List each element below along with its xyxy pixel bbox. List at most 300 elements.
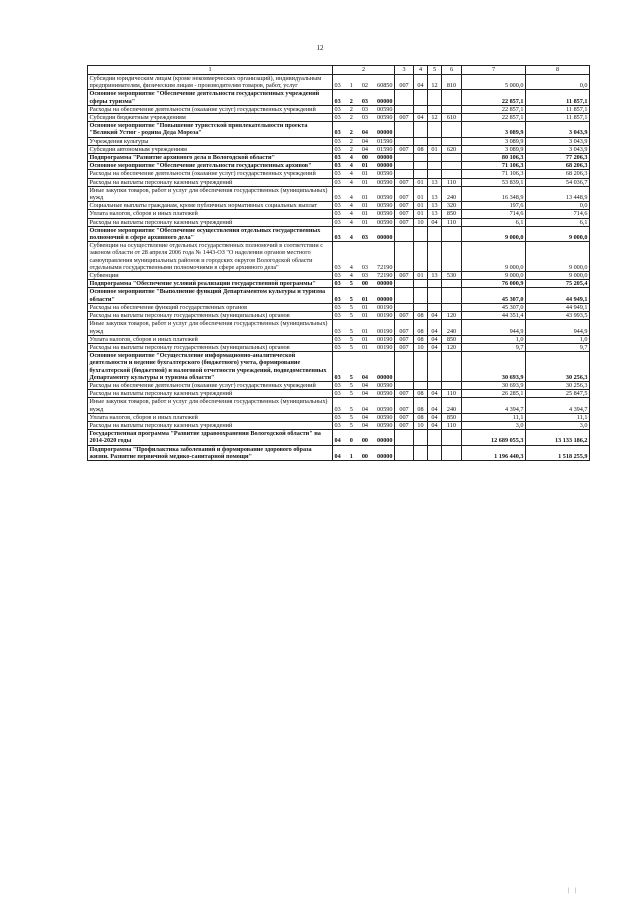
code-part: 4 [349,218,353,226]
amount-col8-cell: 11 857,1 [526,105,590,113]
target-article-code-cell [333,210,395,218]
table-row [88,75,590,90]
expense-type-cell [442,137,462,145]
grbs-cell: 007 [395,178,414,186]
amount-col7-cell: 45 307,0 [462,288,526,303]
amount-col8-cell: 3,0 [526,421,590,429]
code-part: 03 [334,373,341,381]
amount-col7-cell: 9,7 [462,343,526,351]
amount-col7-cell: 3 089,9 [462,122,526,137]
code-part: 1 [349,452,353,460]
table-row [88,162,590,170]
table-row [88,390,590,398]
code-part: 01 [361,178,368,186]
table-row [88,218,590,226]
grbs-cell: 007 [395,343,414,351]
amount-col7-cell: 6,1 [462,218,526,226]
expense-name-cell: Основное мероприятие "Осуществление информационно-аналитической деятельности и ведение бухгалтерского (бюджетного) учета, формирование бухгалтерской (бюджетной) и налоговой отчетности учреждений, подведомственных Департаменту культуры и туризма области" [88,352,333,382]
amount-col8-cell: 75 205,4 [526,280,590,288]
table-row [88,145,590,153]
target-article-code-cell [333,288,395,303]
expense-type-cell: 320 [442,202,462,210]
amount-col7-cell: 4 394,7 [462,398,526,413]
code-part: 00000 [377,162,393,170]
grbs-cell: 007 [395,335,414,343]
code-parts [335,114,393,121]
expense-type-cell [442,226,462,241]
code-part: 0 [349,437,353,445]
subsection-cell [428,162,442,170]
grbs-cell [395,137,414,145]
grbs-cell: 007 [395,398,414,413]
amount-col8-cell: 30 256,3 [526,352,590,382]
target-article-code-cell [333,335,395,343]
amount-col7-cell: 9 000,0 [462,272,526,280]
target-article-code-cell [333,170,395,178]
code-part: 00590 [377,114,393,122]
section-cell [414,430,428,445]
amount-col8-cell: 9 000,0 [526,242,590,272]
expense-type-cell: 110 [442,218,462,226]
subsection-cell: 13 [428,178,442,186]
subsection-cell [428,154,442,162]
target-article-code-cell [333,430,395,445]
code-part: 00000 [377,295,393,303]
code-part: 03 [334,145,341,153]
expense-type-cell: 620 [442,145,462,153]
code-part: 4 [349,162,353,170]
subsection-cell [428,381,442,389]
expense-name-cell: Расходы на обеспечение деятельности (оказание услуг) государственных учреждений [88,170,333,178]
subsection-cell [428,122,442,137]
code-parts [335,272,393,279]
section-cell: 10 [414,421,428,429]
code-parts [335,296,393,303]
table-row [88,122,590,137]
code-part: 04 [361,373,368,381]
expense-name-cell: Основное мероприятие "Повышение туристской привлекательности проекта "Великий Устюг - родина Деда Мороза" [88,122,333,137]
header-cell: 8 [526,66,590,75]
amount-col7-cell: 22 857,1 [462,90,526,105]
code-part: 5 [349,327,353,335]
code-part: 03 [334,194,341,202]
section-cell: 08 [414,335,428,343]
code-part: 03 [334,343,341,351]
section-cell [414,288,428,303]
expense-name-cell: Субсидии юридическим лицам (кроме некоммерческих организаций), индивидуальным предпринимателям, физическим лицам - производителям товаров, работ, услуг [88,75,333,90]
code-part: 00590 [377,105,393,113]
target-article-code-cell [333,75,395,90]
table-row [88,90,590,105]
section-cell: 01 [414,202,428,210]
amount-col8-cell: 44 949,1 [526,288,590,303]
target-article-code-cell [333,242,395,272]
code-part: 00 [361,280,368,288]
code-part: 01 [361,327,368,335]
code-part: 4 [349,178,353,186]
table-row [88,114,590,122]
subsection-cell: 04 [428,398,442,413]
expense-type-cell [442,105,462,113]
expense-name-cell: Расходы на обеспечение деятельности (оказание услуг) государственных учреждений [88,381,333,389]
subsection-cell: 13 [428,202,442,210]
section-cell [414,154,428,162]
code-part: 00190 [377,303,393,311]
code-part: 03 [334,234,341,242]
code-part: 03 [334,210,341,218]
expense-name-cell: Основное мероприятие "Обеспечение деятельности государственных учреждений сферы туризма" [88,90,333,105]
expense-type-cell: 110 [442,390,462,398]
subsection-cell: 04 [428,343,442,351]
expense-type-cell [442,122,462,137]
code-parts [335,264,393,271]
table-row [88,398,590,413]
code-part: 02 [361,82,368,90]
table-row [88,288,590,303]
subsection-cell [428,137,442,145]
code-part: 00590 [377,218,393,226]
code-part: 01 [361,335,368,343]
expense-type-cell: 120 [442,312,462,320]
section-cell: 08 [414,413,428,421]
amount-col7-cell: 5 000,0 [462,75,526,90]
code-part: 03 [334,327,341,335]
code-part: 04 [361,381,368,389]
target-article-code-cell [333,202,395,210]
amount-col8-cell: 11 857,1 [526,114,590,122]
amount-col8-cell: 1 518 255,9 [526,445,590,460]
amount-col8-cell: 3 043,9 [526,145,590,153]
code-part: 03 [361,272,368,280]
expense-name-cell: Социальные выплаты гражданам, кроме публичных нормативных социальных выплат [88,202,333,210]
code-part: 03 [334,390,341,398]
code-part: 72190 [377,272,393,280]
code-part: 00000 [377,154,393,162]
code-part: 04 [361,413,368,421]
code-part: 03 [334,263,341,271]
page-number: 12 [316,44,324,52]
expense-name-cell: Основное мероприятие "Обеспечение деятельности государственных архивов" [88,162,333,170]
table-row [88,320,590,335]
code-part: 03 [334,97,341,105]
code-part: 03 [334,405,341,413]
table-row [88,272,590,280]
table-row [88,335,590,343]
code-part: 00190 [377,312,393,320]
code-part: 4 [349,263,353,271]
target-article-code-cell [333,413,395,421]
code-part: 5 [349,335,353,343]
amount-col8-cell: 6,1 [526,218,590,226]
code-parts [335,280,393,287]
code-part: 01590 [377,145,393,153]
amount-col7-cell: 1 196 440,3 [462,445,526,460]
code-part: 2 [349,114,353,122]
code-part: 03 [361,263,368,271]
grbs-cell [395,303,414,311]
amount-col7-cell: 3 089,9 [462,137,526,145]
table-row [88,137,590,145]
code-part: 03 [334,381,341,389]
target-article-code-cell [333,114,395,122]
section-cell: 08 [414,145,428,153]
target-article-code-cell [333,105,395,113]
section-cell: 08 [414,390,428,398]
amount-col8-cell: 13 448,9 [526,186,590,201]
amount-col8-cell: 9,7 [526,343,590,351]
table-row [88,202,590,210]
code-part: 03 [361,105,368,113]
target-article-code-cell [333,352,395,382]
code-part: 00000 [377,452,393,460]
expense-type-cell [442,430,462,445]
code-parts [335,304,393,311]
amount-col8-cell: 25 847,5 [526,390,590,398]
table-row [88,105,590,113]
code-part: 5 [349,373,353,381]
grbs-cell [395,170,414,178]
code-part: 03 [334,413,341,421]
subsection-cell: 12 [428,75,442,90]
code-part: 4 [349,154,353,162]
table-row [88,445,590,460]
target-article-code-cell [333,90,395,105]
subsection-cell [428,445,442,460]
code-part: 03 [361,97,368,105]
code-part: 03 [334,154,341,162]
amount-col8-cell: 3 043,9 [526,122,590,137]
amount-col7-cell: 197,6 [462,202,526,210]
subsection-cell [428,280,442,288]
expense-name-cell: Субсидии бюджетным учреждениям [88,114,333,122]
code-parts [335,202,393,209]
expense-name-cell: Уплата налогов, сборов и иных платежей [88,413,333,421]
table-row [88,381,590,389]
section-cell [414,90,428,105]
header-cell: 1 [88,66,333,75]
code-part: 5 [349,390,353,398]
code-part: 01 [361,303,368,311]
expense-name-cell: Уплата налогов, сборов и иных платежей [88,210,333,218]
amount-col8-cell: 30 256,3 [526,381,590,389]
target-article-code-cell [333,280,395,288]
expense-name-cell: Расходы на выплаты персоналу государственных (муниципальных) органов [88,312,333,320]
section-cell: 01 [414,186,428,201]
code-part: 00590 [377,194,393,202]
grbs-cell: 007 [395,145,414,153]
expense-type-cell: 850 [442,210,462,218]
section-cell [414,303,428,311]
expense-name-cell: Расходы на выплаты персоналу казенных учреждений [88,390,333,398]
amount-col7-cell: 944,9 [462,320,526,335]
code-parts [335,328,393,335]
code-part: 72190 [377,263,393,271]
code-part: 00590 [377,170,393,178]
code-part: 01 [361,218,368,226]
code-part: 04 [361,129,368,137]
section-cell [414,445,428,460]
expense-type-cell [442,352,462,382]
amount-col8-cell: 1,0 [526,335,590,343]
code-part: 00590 [377,178,393,186]
amount-col7-cell: 22 857,1 [462,105,526,113]
code-part: 01 [361,312,368,320]
code-part: 01 [361,202,368,210]
expense-name-cell: Субвенции на осуществление отдельных государственных полномочий в соответствии с законом области от 28 апреля 2006 года № 1443-ОЗ "О наделении органов местного самоуправления муниципальных районов и городских округов Вологодской области отдельными государственными полномочиями в сфере архивного дела" [88,242,333,272]
code-part: 00000 [377,437,393,445]
amount-col7-cell: 30 693,9 [462,352,526,382]
section-cell [414,280,428,288]
table-row [88,312,590,320]
section-cell [414,226,428,241]
amount-col7-cell: 3,0 [462,421,526,429]
amount-col7-cell: 71 106,3 [462,162,526,170]
code-part: 03 [334,202,341,210]
amount-col8-cell: 9 000,0 [526,272,590,280]
grbs-cell [395,90,414,105]
target-article-code-cell [333,122,395,137]
grbs-cell: 007 [395,272,414,280]
code-parts [335,106,393,113]
target-article-code-cell [333,154,395,162]
expense-type-cell: 240 [442,186,462,201]
grbs-cell [395,381,414,389]
expense-name-cell: Учреждения культуры [88,137,333,145]
code-part: 01 [361,210,368,218]
code-part: 03 [334,162,341,170]
expense-type-cell: 110 [442,421,462,429]
subsection-cell [428,430,442,445]
grbs-cell: 007 [395,312,414,320]
code-parts [335,234,393,241]
table-row [88,210,590,218]
subsection-cell [428,170,442,178]
code-part: 03 [334,280,341,288]
subsection-cell: 04 [428,320,442,335]
target-article-code-cell [333,137,395,145]
code-parts [335,129,393,136]
header-cell: 6 [442,66,462,75]
code-parts [335,194,393,201]
code-part: 2 [349,137,353,145]
amount-col7-cell: 12 689 055,3 [462,430,526,445]
section-cell [414,105,428,113]
table-row [88,280,590,288]
expense-name-cell: Иные закупки товаров, работ и услуг для обеспечения государственных (муниципальных) нужд [88,320,333,335]
amount-col7-cell: 9 000,0 [462,226,526,241]
amount-col8-cell: 68 206,3 [526,170,590,178]
code-parts [335,210,393,217]
section-cell: 04 [414,75,428,90]
budget-table [87,65,590,461]
code-part: 04 [361,421,368,429]
section-cell [414,162,428,170]
code-parts [335,422,393,429]
code-part: 03 [334,137,341,145]
code-parts [335,414,393,421]
expense-name-cell: Расходы на обеспечение функций государственных органов [88,303,333,311]
code-part: 4 [349,234,353,242]
section-cell: 10 [414,218,428,226]
expense-type-cell: 110 [442,178,462,186]
section-cell [414,352,428,382]
expense-type-cell: 240 [442,320,462,335]
code-parts [335,336,393,343]
expense-name-cell: Расходы на выплаты персоналу государственных (муниципальных) органов [88,343,333,351]
grbs-cell: 007 [395,75,414,90]
grbs-cell [395,122,414,137]
subsection-cell: 04 [428,413,442,421]
table-row [88,186,590,201]
code-part: 5 [349,381,353,389]
grbs-cell [395,154,414,162]
table-row [88,178,590,186]
code-part: 03 [334,218,341,226]
target-article-code-cell [333,445,395,460]
code-parts [335,154,393,161]
code-part: 03 [334,335,341,343]
amount-col8-cell: 9 000,0 [526,226,590,241]
code-parts [335,437,393,444]
subsection-cell: 04 [428,335,442,343]
expense-name-cell: Подпрограмма "Обеспечение условий реализации государственной программы" [88,280,333,288]
expense-name-cell: Субсидии автономным учреждениям [88,145,333,153]
expense-name-cell: Расходы на выплаты персоналу казенных учреждений [88,178,333,186]
code-parts [335,219,393,226]
code-part: 5 [349,295,353,303]
subsection-cell: 12 [428,114,442,122]
code-part: 04 [361,390,368,398]
code-part: 2 [349,105,353,113]
code-part: 01 [361,295,368,303]
grbs-cell: 007 [395,114,414,122]
header-cell: 7 [462,66,526,75]
code-part: 01 [361,162,368,170]
subsection-cell: 01 [428,145,442,153]
grbs-cell [395,445,414,460]
code-part: 00190 [377,343,393,351]
code-part: 5 [349,312,353,320]
code-part: 4 [349,194,353,202]
code-part: 5 [349,303,353,311]
code-part: 03 [334,170,341,178]
amount-col7-cell: 11,1 [462,413,526,421]
table-row [88,343,590,351]
footer-mark: | | [568,888,578,894]
target-article-code-cell [333,343,395,351]
code-part: 4 [349,272,353,280]
code-part: 00190 [377,327,393,335]
target-article-code-cell [333,390,395,398]
expense-name-cell: Расходы на обеспечение деятельности (оказание услуг) государственных учреждений [88,105,333,113]
code-part: 04 [334,437,341,445]
code-parts [335,453,393,460]
code-part: 5 [349,280,353,288]
code-part: 03 [334,82,341,90]
code-parts [335,374,393,381]
target-article-code-cell [333,186,395,201]
header-cell: 3 [395,66,414,75]
subsection-cell: 04 [428,421,442,429]
subsection-cell [428,105,442,113]
section-cell: 04 [414,114,428,122]
amount-col8-cell: 0,0 [526,75,590,90]
code-part: 00590 [377,210,393,218]
code-part: 2 [349,97,353,105]
amount-col7-cell: 53 839,1 [462,178,526,186]
grbs-cell [395,288,414,303]
code-part: 00000 [377,373,393,381]
